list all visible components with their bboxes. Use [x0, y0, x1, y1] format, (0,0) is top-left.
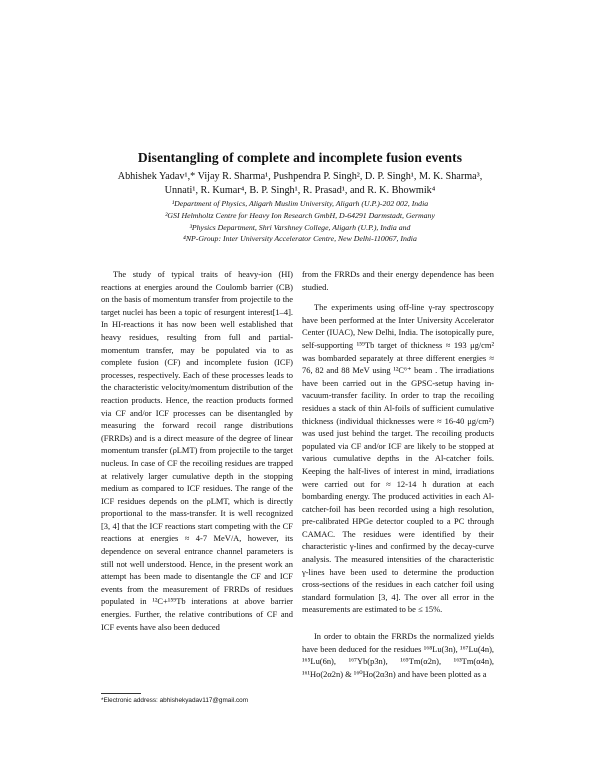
affiliation-4: ⁴NP-Group: Inter University Accelerator Centre, New Delhi-110067, India [183, 234, 417, 244]
footnote-divider [101, 693, 141, 694]
affiliation-2: ²GSI Helmholtz Centre for Heavy Ion Research GmbH, D-64291 Darmstadt, Germany [165, 210, 435, 220]
paper-title: Disentangling of complete and incomplete fusion events [137, 150, 463, 165]
affiliations [100, 198, 500, 245]
body-paragraph-continued: from the FRRDs and their energy dependence has been studied. [302, 269, 494, 292]
body-paragraph-experiment: The experiments using off-line γ-ray spectroscopy have been performed at the Inter University Accelerator Center (IUAC), New Delhi, India. The isotopically pure, self-supporting ¹⁵⁹Tb target of thickness ≈ 193 μg/cm² was bombarded separately at three different energies ≈ 76, 82 and 88 MeV using ¹²C⁶⁺ beam . The irradiations have been carried out in the GPSC-setup having in-vacuum-transfer facility. In order to trap the recoiling residues a stack of thin Al-foils of sufficient cumulative thickness (individual thicknesses were ≈ 16-40 μg/cm²) was used just behind the target. The recoiling products populated via CF and/or ICF are likely to be stopped at various cumulative depths in the Al-catcher foils. Keeping the half-lives of interest in mind, irradiations were carried out for ≈ 12-14 h duration at each bombarding energy. The produced activities in each Al-catcher-foil has been recorded using a high resolution, pre-calibrated HPGe detector coupled to a PC through CAMAC. The residues were identified by their characteristic γ-lines and confirmed by the decay-curve analysis. The measured intensities of the characteristic γ-lines have been used to determine the production cross-sections of the residues in each catcher foil using standard formulation [3, 4]. The over all error in the measurements are estimated to be ≤ 15%. [302, 302, 494, 615]
body-paragraph-intro: The study of typical traits of heavy-ion (HI) reactions at energies around the Coulomb barrier (CB) on the basis of momentum transfer from projectile to the target nuclei has been a topic of resurgent interest[1–4]. In HI-reactions it has now been well established that heavy residues, resulting from full and partial-momentum transfer, may be populated via to as complete fusion (CF) and incomplete fusion (ICF) processes, respectively. Each of these processes leads to the characteristic velocity/momentum distribution of the reaction products. Hence, the reaction products formed via CF and/or ICF processes can be disentangled by measuring the forward recoil range distributions (FRRDs) and is a direct measure of the degree of linear momentum transfer (ρLMT) from projectile to the target nucleus. In case of CF the recoiling residues are trapped at relatively larger cumulative depth in the stopping medium as compared to ICF residues. The range of the ICF residues depends on the ρLMT, which is directly proportional to the mass-transfer. It is well recognized [3, 4] that the ICF reactions start competing with the CF reactions at energies ≈ 4-7 MeV/A, however, its dependence on several entrance channel parameters is still not well understood. Hence, in the present work an attempt has been made to disentangle the CF and ICF events from the measurement of FRRDs of residues populated in ¹²C+¹⁵⁹Tb interations at above barrier energies. Further, the relative contributions of CF and ICF events have also been deduced [101, 269, 293, 632]
left-column [101, 268, 293, 633]
author-list: Abhishek Yadav¹,* Vijay R. Sharma¹, Pushpendra P. Singh², D. P. Singh¹, M. K. Sharma³, Unnati¹, R. Kumar⁴, B. P. Singh¹, R. Prasad¹, and R. K. Bhowmik⁴ [117, 171, 483, 196]
body-paragraph-frrd: In order to obtain the FRRDs the normalized yields have been deduced for the residues ¹⁶⁸Lu(3n), ¹⁶⁷Lu(4n), ¹⁶⁵Lu(6n), ¹⁶⁷Yb(p3n), ¹⁶⁵Tm(α2n), ¹⁶³Tm(α4n), ¹⁶¹Ho(2α2n) & ¹⁶⁰Ho(2α3n) and have been plotted as a [302, 631, 494, 679]
affiliation-3: ³Physics Department, Shri Varshney College, Aligarh (U.P.), India and [189, 222, 411, 232]
footnote-email: *Electronic address: abhishekyadav117@gmail.com [101, 697, 249, 704]
right-column [302, 268, 494, 680]
affiliation-1: ¹Department of Physics, Aligarh Muslim University, Aligarh (U.P.)-202 002, India [171, 199, 429, 208]
